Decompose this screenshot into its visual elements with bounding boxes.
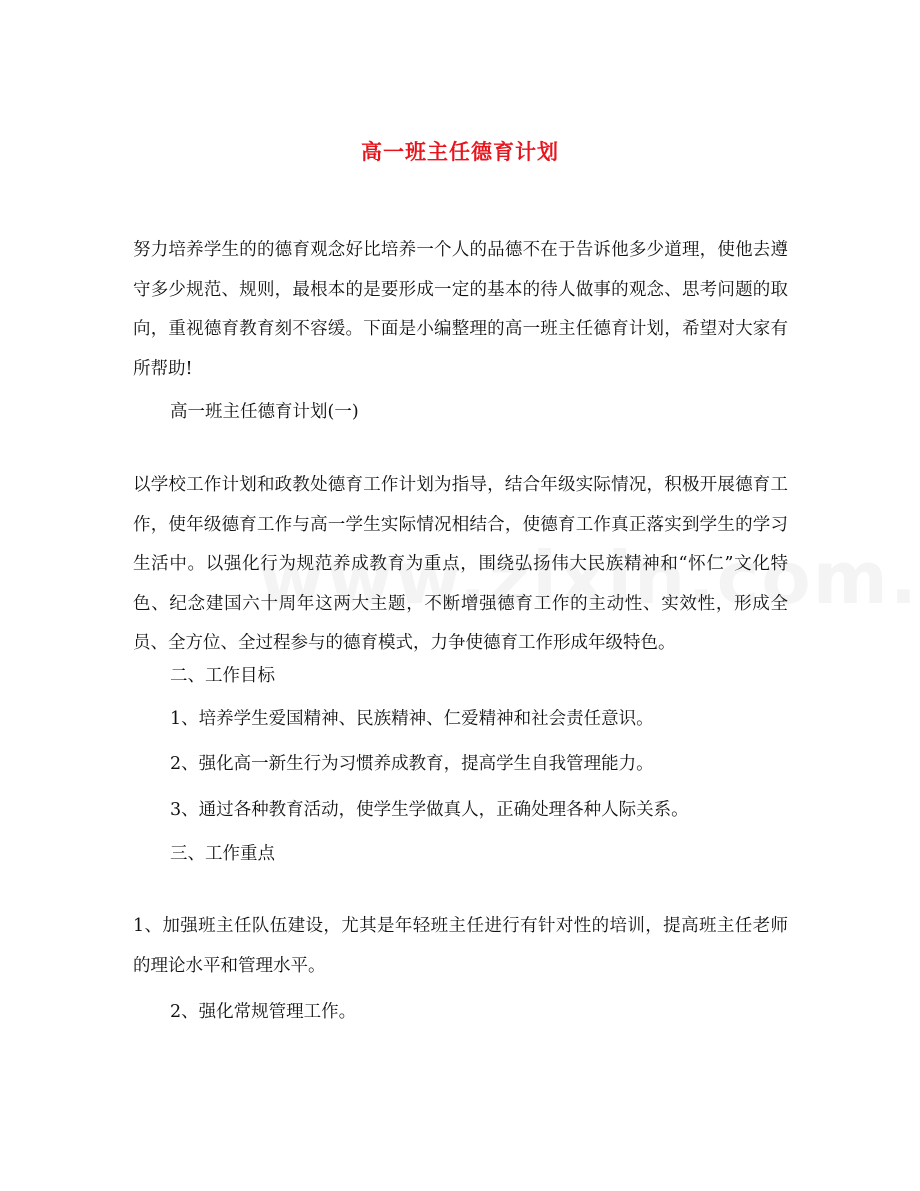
focus-item-1: 1、加强班主任队伍建设，尤其是年轻班主任进行有针对性的培训，提高班主任老师的理论水平和管理水平。 <box>133 916 788 976</box>
goal-item-2: 2、强化高一新生行为习惯养成教育，提高学生自我管理能力。 <box>170 754 654 774</box>
focus-item-2: 2、强化常规管理工作。 <box>170 1002 357 1022</box>
section-heading-focus: 三、工作重点 <box>170 844 275 864</box>
section-heading-goals: 二、工作目标 <box>170 666 275 686</box>
goal-item-1: 1、培养学生爱国精神、民族精神、仁爱精神和社会责任意识。 <box>170 709 654 729</box>
intro-paragraph: 努力培养学生的的德育观念好比培养一个人的品德不在于告诉他多少道理，使他去遵守多少规范、规则，最根本的是要形成一定的基本的待人做事的观念、思考问题的取向，重视德育教育刻不容缓。下面是小编整理的高一班主任德育计划，希望对大家有所帮助! <box>133 240 788 379</box>
document-title: 高一班主任德育计划 <box>361 139 559 165</box>
section-heading-plan-one: 高一班主任德育计划(一) <box>170 402 359 422</box>
guiding-paragraph: 以学校工作计划和政教处德育工作计划为指导，结合年级实际情况，积极开展德育工作，使年级德育工作与高一学生实际情况相结合，使德育工作真正落实到学生的学习生活中。以强化行为规范养成教育为重点，围绕弘扬伟大民族精神和“怀仁”文化特色、纪念建国六十周年这两大主题，不断增强德育工作的主动性、实效性，形成全员、全方位、全过程参与的德育模式，力争使德育工作形成年级特色。 <box>133 475 788 653</box>
goal-item-3: 3、通过各种教育活动，使学生学做真人，正确处理各种人际关系。 <box>170 800 689 820</box>
